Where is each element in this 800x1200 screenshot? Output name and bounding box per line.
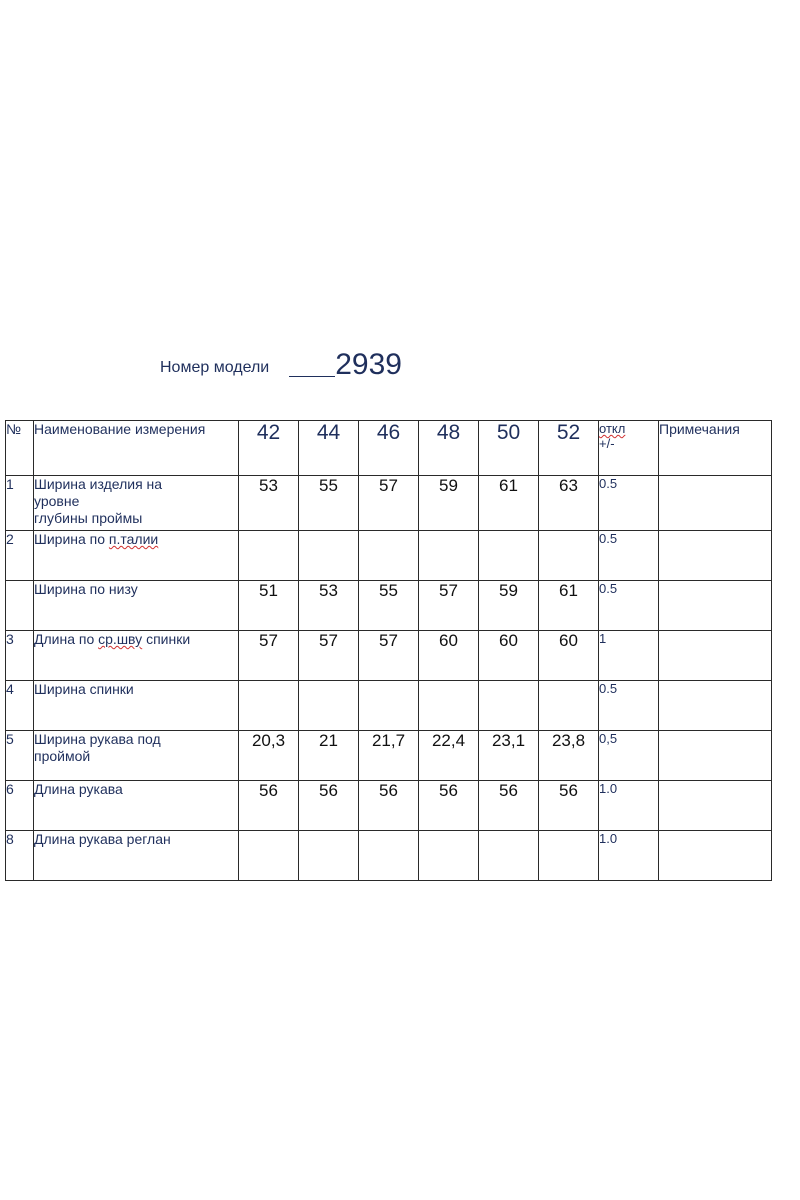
size-value (239, 831, 299, 881)
tolerance-value: 1 (599, 631, 659, 681)
tolerance-value: 0.5 (599, 476, 659, 531)
size-value: 51 (239, 581, 299, 631)
row-number: 6 (6, 781, 34, 831)
size-value (539, 831, 599, 881)
size-value: 22,4 (419, 731, 479, 781)
header-tolerance (599, 421, 659, 476)
measurement-name-line: Длина рукава (34, 781, 123, 797)
tolerance-value: 1.0 (599, 781, 659, 831)
size-value: 57 (359, 476, 419, 531)
model-underline (289, 376, 335, 377)
header-size: 46 (359, 421, 419, 476)
size-value (479, 531, 539, 581)
measurement-name (34, 581, 239, 631)
header-size: 48 (419, 421, 479, 476)
spellcheck-marked-word: ср.шву (98, 631, 143, 647)
size-value: 56 (419, 781, 479, 831)
size-value (359, 831, 419, 881)
header-number: № (6, 421, 34, 476)
note-cell (659, 831, 772, 881)
size-value (299, 681, 359, 731)
table-row (6, 731, 772, 781)
size-value: 23,1 (479, 731, 539, 781)
size-value: 56 (299, 781, 359, 831)
measurement-name-line: Ширина изделия на (34, 476, 163, 492)
note-cell (659, 531, 772, 581)
size-value: 57 (299, 631, 359, 681)
size-value: 56 (359, 781, 419, 831)
size-value: 56 (539, 781, 599, 831)
row-number: 5 (6, 731, 34, 781)
measurement-table (5, 420, 772, 881)
measurement-name-line: Ширина рукава под (34, 731, 161, 747)
row-number: 3 (6, 631, 34, 681)
size-value: 61 (479, 476, 539, 531)
tolerance-value: 0.5 (599, 681, 659, 731)
note-cell (659, 631, 772, 681)
size-value (239, 531, 299, 581)
model-number-line (160, 342, 402, 382)
measurement-name (34, 531, 239, 581)
tolerance-value: 1.0 (599, 831, 659, 881)
size-value (359, 531, 419, 581)
table-row (6, 476, 772, 531)
size-value: 23,8 (539, 731, 599, 781)
size-value: 59 (479, 581, 539, 631)
header-notes: Примечания (659, 421, 772, 476)
table-header-row (6, 421, 772, 476)
header-size: 50 (479, 421, 539, 476)
table-row (6, 781, 772, 831)
spellcheck-marked-word: п.талии (108, 531, 159, 547)
size-value (419, 531, 479, 581)
tolerance-label: откл (599, 421, 626, 436)
size-value (479, 681, 539, 731)
size-value (479, 831, 539, 881)
size-value (539, 681, 599, 731)
note-cell (659, 781, 772, 831)
tolerance-value: 0.5 (599, 531, 659, 581)
size-value (359, 681, 419, 731)
size-value (419, 681, 479, 731)
measurement-name (34, 781, 239, 831)
size-value (299, 831, 359, 881)
table-row (6, 681, 772, 731)
size-value: 59 (419, 476, 479, 531)
model-label: Номер модели (160, 359, 270, 376)
size-value: 53 (239, 476, 299, 531)
row-number: 4 (6, 681, 34, 731)
size-value: 55 (299, 476, 359, 531)
header-size: 52 (539, 421, 599, 476)
measurement-name-line: Ширина по низу (34, 581, 138, 597)
model-number: 2939 (335, 348, 402, 381)
table-row (6, 631, 772, 681)
table-row (6, 531, 772, 581)
measurement-name (34, 631, 239, 681)
size-value: 21,7 (359, 731, 419, 781)
size-value: 53 (299, 581, 359, 631)
measurement-name (34, 681, 239, 731)
table-row (6, 831, 772, 881)
note-cell (659, 581, 772, 631)
header-size: 44 (299, 421, 359, 476)
measurement-name-line: глубины проймы (34, 510, 143, 526)
row-number (6, 581, 34, 631)
size-value: 60 (539, 631, 599, 681)
size-value: 56 (239, 781, 299, 831)
size-value (299, 531, 359, 581)
measurement-name (34, 731, 239, 781)
tolerance-value: 0,5 (599, 731, 659, 781)
measurement-name (34, 831, 239, 881)
measurement-name-line: Длина рукава реглан (34, 831, 171, 847)
measurement-name-line: уровне (34, 493, 80, 509)
size-value: 56 (479, 781, 539, 831)
size-value: 57 (419, 581, 479, 631)
row-number: 8 (6, 831, 34, 881)
measurement-name-line: проймой (34, 748, 91, 764)
size-value: 57 (359, 631, 419, 681)
note-cell (659, 681, 772, 731)
size-value (239, 681, 299, 731)
size-value: 21 (299, 731, 359, 781)
measurement-name (34, 476, 239, 531)
header-size: 42 (239, 421, 299, 476)
size-value (419, 831, 479, 881)
row-number: 2 (6, 531, 34, 581)
size-value: 63 (539, 476, 599, 531)
size-value: 60 (419, 631, 479, 681)
size-value: 60 (479, 631, 539, 681)
measurement-name-line: Длина по ср.шву спинки (34, 631, 191, 647)
size-value: 57 (239, 631, 299, 681)
size-value: 61 (539, 581, 599, 631)
size-value: 20,3 (239, 731, 299, 781)
table-row (6, 581, 772, 631)
note-cell (659, 731, 772, 781)
tolerance-sign: +/- (599, 436, 615, 451)
measurement-name-line: Ширина по п.талии (34, 531, 159, 547)
tolerance-value: 0.5 (599, 581, 659, 631)
note-cell (659, 476, 772, 531)
measurement-name-line: Ширина спинки (34, 681, 134, 697)
row-number: 1 (6, 476, 34, 531)
header-measurement-name: Наименование измерения (34, 421, 239, 476)
size-value: 55 (359, 581, 419, 631)
size-value (539, 531, 599, 581)
